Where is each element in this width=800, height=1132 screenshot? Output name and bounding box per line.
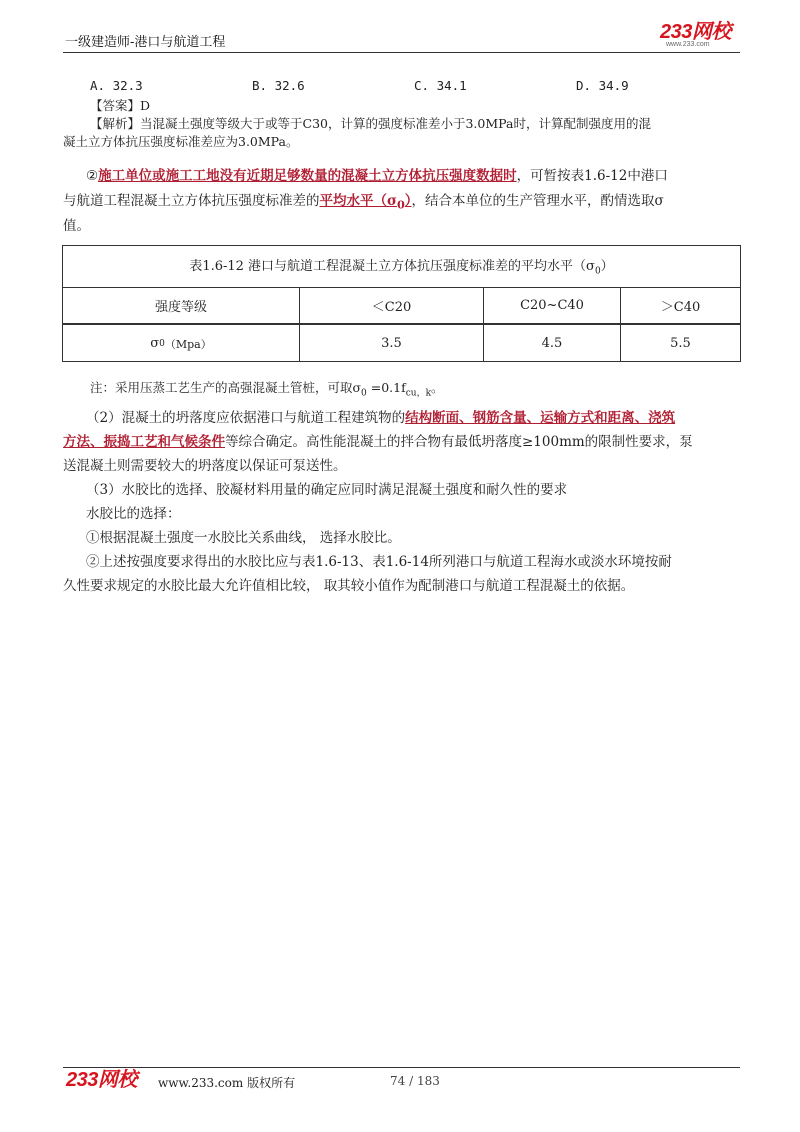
- note-end: 。: [431, 380, 444, 395]
- table-caption-sub: 0: [594, 266, 601, 277]
- document-header-title: 一级建造师-港口与航道工程: [65, 35, 226, 50]
- para2-l1-pre: （2）混凝土的坍落度应依据港口与航道工程建筑物的: [86, 410, 406, 426]
- para2-line-3: 送混凝土则需要较大的坍落度以保证可泵送性。: [63, 458, 347, 474]
- para1-hl2-sub: 0: [396, 197, 405, 212]
- para3-line-1: （3）水胶比的选择、胶凝材料用量的确定应同时满足混凝土强度和耐久性的要求: [86, 482, 568, 498]
- note-pre: 注：采用压蒸工艺生产的高强混凝土管桩，可取σ: [90, 380, 362, 395]
- note-sub2: cu，k: [405, 388, 432, 399]
- table-header-cell: 强度等级: [63, 288, 300, 323]
- note-sub: 0: [361, 388, 367, 399]
- para3-line-2: 水胶比的选择：: [86, 506, 181, 522]
- footer-divider: [63, 1067, 740, 1068]
- para1-text-1: ，可暂按表1.6-12中港口: [516, 168, 668, 184]
- para2-highlight-2: 方法、振捣工艺和气候条件: [63, 434, 225, 450]
- note-mid: =0.1f: [366, 380, 406, 395]
- para1-line2-a: 与航道工程混凝土立方体抗压强度标准差的: [63, 193, 320, 209]
- para2-highlight-1: 结构断面、钢筋含量、运输方式和距离、浇筑: [405, 410, 676, 426]
- logo-wordmark: 233网校: [660, 21, 731, 43]
- table-caption-main: 表1.6-12 港口与航道工程混凝土立方体抗压强度标准差的平均水平（σ: [189, 259, 595, 274]
- para1-highlight-2: [319, 193, 412, 212]
- footer-logo: 233网校: [66, 1069, 137, 1091]
- table-header-cell: ＞C40: [660, 300, 701, 315]
- page-number: 74 / 183: [390, 1074, 440, 1088]
- table-row: [63, 324, 740, 362]
- sigma-unit: （Mpa）: [164, 337, 212, 351]
- option-a: A. 32.3: [90, 78, 143, 93]
- table-cell: 3.5: [300, 325, 484, 362]
- para1-highlight-1: 施工单位或施工工地没有近期足够数量的混凝土立方体抗压强度数据时: [98, 168, 517, 184]
- para2-line-1: [86, 406, 675, 426]
- answer-line: 【答案】D: [90, 98, 151, 113]
- explanation-line-2: 凝土立方体抗压强度标准差应为3.0MPa。: [63, 134, 299, 149]
- table-note: [90, 378, 444, 399]
- option-b: B. 32.6: [252, 78, 305, 93]
- table-cell: 5.5: [670, 336, 691, 351]
- para1-line-2: [63, 189, 664, 212]
- para1-hl2-end: ）: [404, 193, 412, 209]
- para2-line-2: [63, 430, 693, 450]
- para3-line-4: ②上述按强度要求得出的水胶比应与表1.6-13、表1.6-14所列港口与航道工程海水或淡水环境按耐: [86, 554, 672, 570]
- brand-logo: [660, 22, 740, 48]
- sigma-symbol: σ: [150, 336, 160, 351]
- para3-line-3: ①根据混凝土强度一水胶比关系曲线， 选择水胶比。: [86, 530, 401, 546]
- option-c: C. 34.1: [414, 78, 467, 93]
- question-options: [90, 78, 730, 96]
- option-d: D. 34.9: [576, 78, 629, 93]
- table-cell: 4.5: [484, 325, 621, 362]
- para1-hl2-main: 平均水平（σ: [319, 193, 397, 209]
- para2-l2-post: 等综合确定。高性能混凝土的拌合物有最低坍落度≥100mm的限制性要求，泵: [225, 434, 693, 450]
- para1-line-1: [86, 164, 668, 184]
- para1-line2-b: ，结合本单位的生产管理水平，酌情选取σ: [411, 193, 664, 209]
- table-header-cell: C20~C40: [484, 288, 621, 323]
- table-caption: [63, 246, 740, 288]
- sigma-subscript: 0: [159, 338, 165, 349]
- logo-url: www.233.com: [666, 41, 710, 48]
- para1-line-3: 值。: [63, 218, 90, 234]
- table-header-row: [63, 288, 740, 324]
- sigma-standard-table: [62, 245, 741, 362]
- para3-line-5: 久性要求规定的水胶比最大允许值相比较， 取其较小值作为配制港口与航道工程混凝土的依据。: [63, 578, 635, 594]
- footer-copyright: www.233.com 版权所有: [158, 1076, 296, 1090]
- table-header-cell: ＜C20: [300, 288, 484, 323]
- table-caption-end: ）: [600, 259, 614, 274]
- para1-circle-number: ②: [86, 168, 99, 184]
- table-row-label: [63, 325, 300, 362]
- header-divider: [63, 52, 740, 53]
- explanation-line-1: 【解析】当混凝土强度等级大于或等于C30，计算的强度标准差小于3.0MPa时，计算配制强度用的混: [90, 116, 651, 131]
